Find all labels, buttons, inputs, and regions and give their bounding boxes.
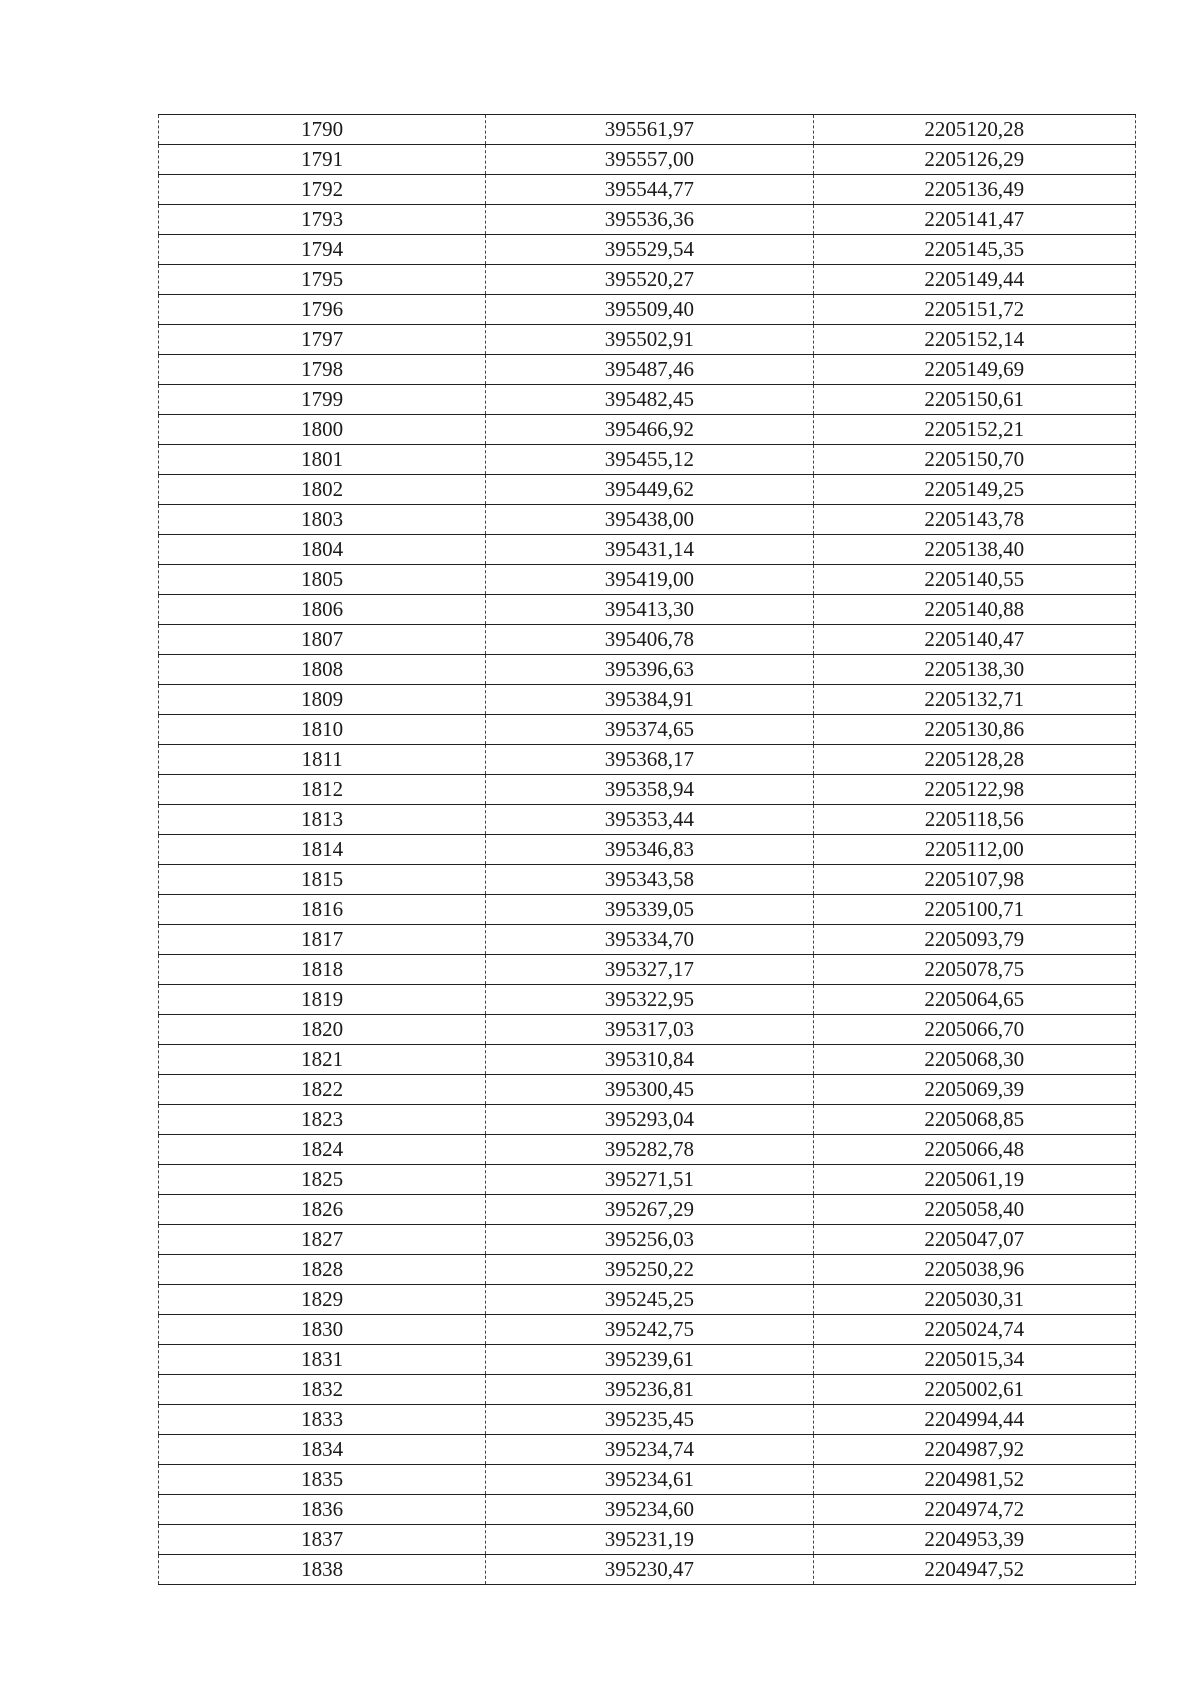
x-coordinate-cell: 395282,78 xyxy=(486,1135,813,1165)
point-number-cell: 1831 xyxy=(159,1345,486,1375)
point-number-cell: 1815 xyxy=(159,865,486,895)
y-coordinate-cell: 2205152,21 xyxy=(813,415,1135,445)
point-number-cell: 1810 xyxy=(159,715,486,745)
point-number-cell: 1838 xyxy=(159,1555,486,1585)
x-coordinate-cell: 395502,91 xyxy=(486,325,813,355)
y-coordinate-cell: 2205064,65 xyxy=(813,985,1135,1015)
point-number-cell: 1793 xyxy=(159,205,486,235)
point-number-cell: 1804 xyxy=(159,535,486,565)
table-row xyxy=(159,685,1136,715)
x-coordinate-cell: 395230,47 xyxy=(486,1555,813,1585)
x-coordinate-cell: 395466,92 xyxy=(486,415,813,445)
x-coordinate-cell: 395544,77 xyxy=(486,175,813,205)
x-coordinate-cell: 395235,45 xyxy=(486,1405,813,1435)
y-coordinate-cell: 2205138,40 xyxy=(813,535,1135,565)
x-coordinate-cell: 395339,05 xyxy=(486,895,813,925)
y-coordinate-cell: 2205120,28 xyxy=(813,115,1135,145)
x-coordinate-cell: 395520,27 xyxy=(486,265,813,295)
table-row xyxy=(159,265,1136,295)
table-row xyxy=(159,985,1136,1015)
point-number-cell: 1822 xyxy=(159,1075,486,1105)
table-row xyxy=(159,955,1136,985)
y-coordinate-cell: 2205140,88 xyxy=(813,595,1135,625)
x-coordinate-cell: 395396,63 xyxy=(486,655,813,685)
point-number-cell: 1801 xyxy=(159,445,486,475)
table-row xyxy=(159,1015,1136,1045)
point-number-cell: 1833 xyxy=(159,1405,486,1435)
table-row xyxy=(159,1465,1136,1495)
x-coordinate-cell: 395536,36 xyxy=(486,205,813,235)
x-coordinate-cell: 395487,46 xyxy=(486,355,813,385)
table-row xyxy=(159,745,1136,775)
point-number-cell: 1799 xyxy=(159,385,486,415)
table-row xyxy=(159,385,1136,415)
x-coordinate-cell: 395310,84 xyxy=(486,1045,813,1075)
point-number-cell: 1829 xyxy=(159,1285,486,1315)
y-coordinate-cell: 2205151,72 xyxy=(813,295,1135,325)
table-row xyxy=(159,1165,1136,1195)
table-row xyxy=(159,1225,1136,1255)
table-row xyxy=(159,1075,1136,1105)
y-coordinate-cell: 2205150,61 xyxy=(813,385,1135,415)
point-number-cell: 1812 xyxy=(159,775,486,805)
table-row xyxy=(159,1315,1136,1345)
x-coordinate-cell: 395346,83 xyxy=(486,835,813,865)
y-coordinate-cell: 2205149,44 xyxy=(813,265,1135,295)
point-number-cell: 1816 xyxy=(159,895,486,925)
point-number-cell: 1814 xyxy=(159,835,486,865)
point-number-cell: 1792 xyxy=(159,175,486,205)
x-coordinate-cell: 395234,60 xyxy=(486,1495,813,1525)
point-number-cell: 1820 xyxy=(159,1015,486,1045)
point-number-cell: 1790 xyxy=(159,115,486,145)
table-row xyxy=(159,295,1136,325)
y-coordinate-cell: 2204953,39 xyxy=(813,1525,1135,1555)
y-coordinate-cell: 2205068,85 xyxy=(813,1105,1135,1135)
x-coordinate-cell: 395271,51 xyxy=(486,1165,813,1195)
point-number-cell: 1823 xyxy=(159,1105,486,1135)
y-coordinate-cell: 2205138,30 xyxy=(813,655,1135,685)
y-coordinate-cell: 2205024,74 xyxy=(813,1315,1135,1345)
table-row xyxy=(159,1105,1136,1135)
point-number-cell: 1806 xyxy=(159,595,486,625)
table-row xyxy=(159,655,1136,685)
table-row xyxy=(159,895,1136,925)
point-number-cell: 1794 xyxy=(159,235,486,265)
y-coordinate-cell: 2205122,98 xyxy=(813,775,1135,805)
y-coordinate-cell: 2205112,00 xyxy=(813,835,1135,865)
x-coordinate-cell: 395438,00 xyxy=(486,505,813,535)
y-coordinate-cell: 2205058,40 xyxy=(813,1195,1135,1225)
table-row xyxy=(159,1195,1136,1225)
point-number-cell: 1807 xyxy=(159,625,486,655)
point-number-cell: 1834 xyxy=(159,1435,486,1465)
x-coordinate-cell: 395231,19 xyxy=(486,1525,813,1555)
y-coordinate-cell: 2205140,55 xyxy=(813,565,1135,595)
table-row xyxy=(159,445,1136,475)
y-coordinate-cell: 2205149,25 xyxy=(813,475,1135,505)
point-number-cell: 1803 xyxy=(159,505,486,535)
point-number-cell: 1821 xyxy=(159,1045,486,1075)
table-row xyxy=(159,715,1136,745)
y-coordinate-cell: 2205118,56 xyxy=(813,805,1135,835)
x-coordinate-cell: 395509,40 xyxy=(486,295,813,325)
y-coordinate-cell: 2204981,52 xyxy=(813,1465,1135,1495)
table-row xyxy=(159,625,1136,655)
table-row xyxy=(159,1285,1136,1315)
y-coordinate-cell: 2204994,44 xyxy=(813,1405,1135,1435)
y-coordinate-cell: 2205038,96 xyxy=(813,1255,1135,1285)
y-coordinate-cell: 2205030,31 xyxy=(813,1285,1135,1315)
table-row xyxy=(159,775,1136,805)
y-coordinate-cell: 2205145,35 xyxy=(813,235,1135,265)
table-row xyxy=(159,1405,1136,1435)
table-row xyxy=(159,535,1136,565)
y-coordinate-cell: 2205068,30 xyxy=(813,1045,1135,1075)
y-coordinate-cell: 2205140,47 xyxy=(813,625,1135,655)
table-row xyxy=(159,595,1136,625)
table-row xyxy=(159,1435,1136,1465)
point-number-cell: 1835 xyxy=(159,1465,486,1495)
point-number-cell: 1825 xyxy=(159,1165,486,1195)
point-number-cell: 1830 xyxy=(159,1315,486,1345)
table-row xyxy=(159,1375,1136,1405)
y-coordinate-cell: 2205078,75 xyxy=(813,955,1135,985)
table-row xyxy=(159,865,1136,895)
x-coordinate-cell: 395242,75 xyxy=(486,1315,813,1345)
point-number-cell: 1827 xyxy=(159,1225,486,1255)
y-coordinate-cell: 2204947,52 xyxy=(813,1555,1135,1585)
point-number-cell: 1811 xyxy=(159,745,486,775)
x-coordinate-cell: 395245,25 xyxy=(486,1285,813,1315)
point-number-cell: 1797 xyxy=(159,325,486,355)
x-coordinate-cell: 395529,54 xyxy=(486,235,813,265)
y-coordinate-cell: 2205107,98 xyxy=(813,865,1135,895)
coordinates-table xyxy=(158,114,1136,1585)
table-row xyxy=(159,1045,1136,1075)
x-coordinate-cell: 395234,74 xyxy=(486,1435,813,1465)
x-coordinate-cell: 395256,03 xyxy=(486,1225,813,1255)
y-coordinate-cell: 2205015,34 xyxy=(813,1345,1135,1375)
y-coordinate-cell: 2205002,61 xyxy=(813,1375,1135,1405)
y-coordinate-cell: 2205128,28 xyxy=(813,745,1135,775)
table-row xyxy=(159,835,1136,865)
x-coordinate-cell: 395300,45 xyxy=(486,1075,813,1105)
y-coordinate-cell: 2205126,29 xyxy=(813,145,1135,175)
y-coordinate-cell: 2205149,69 xyxy=(813,355,1135,385)
table-row xyxy=(159,1135,1136,1165)
table-row xyxy=(159,475,1136,505)
table-row xyxy=(159,1345,1136,1375)
table-row xyxy=(159,325,1136,355)
x-coordinate-cell: 395368,17 xyxy=(486,745,813,775)
point-number-cell: 1828 xyxy=(159,1255,486,1285)
point-number-cell: 1813 xyxy=(159,805,486,835)
table-row xyxy=(159,145,1136,175)
x-coordinate-cell: 395322,95 xyxy=(486,985,813,1015)
x-coordinate-cell: 395561,97 xyxy=(486,115,813,145)
x-coordinate-cell: 395327,17 xyxy=(486,955,813,985)
table-row xyxy=(159,1525,1136,1555)
point-number-cell: 1805 xyxy=(159,565,486,595)
point-number-cell: 1796 xyxy=(159,295,486,325)
table-row xyxy=(159,1555,1136,1585)
point-number-cell: 1795 xyxy=(159,265,486,295)
table-row xyxy=(159,565,1136,595)
y-coordinate-cell: 2205047,07 xyxy=(813,1225,1135,1255)
y-coordinate-cell: 2205150,70 xyxy=(813,445,1135,475)
x-coordinate-cell: 395293,04 xyxy=(486,1105,813,1135)
y-coordinate-cell: 2205141,47 xyxy=(813,205,1135,235)
point-number-cell: 1819 xyxy=(159,985,486,1015)
x-coordinate-cell: 395343,58 xyxy=(486,865,813,895)
point-number-cell: 1836 xyxy=(159,1495,486,1525)
point-number-cell: 1826 xyxy=(159,1195,486,1225)
table-row xyxy=(159,205,1136,235)
y-coordinate-cell: 2204987,92 xyxy=(813,1435,1135,1465)
x-coordinate-cell: 395317,03 xyxy=(486,1015,813,1045)
y-coordinate-cell: 2205093,79 xyxy=(813,925,1135,955)
y-coordinate-cell: 2205066,70 xyxy=(813,1015,1135,1045)
table-row xyxy=(159,505,1136,535)
table-row xyxy=(159,1495,1136,1525)
x-coordinate-cell: 395267,29 xyxy=(486,1195,813,1225)
y-coordinate-cell: 2205152,14 xyxy=(813,325,1135,355)
point-number-cell: 1798 xyxy=(159,355,486,385)
y-coordinate-cell: 2205143,78 xyxy=(813,505,1135,535)
point-number-cell: 1802 xyxy=(159,475,486,505)
table-row xyxy=(159,115,1136,145)
x-coordinate-cell: 395353,44 xyxy=(486,805,813,835)
coordinates-table-body xyxy=(159,115,1136,1585)
x-coordinate-cell: 395374,65 xyxy=(486,715,813,745)
point-number-cell: 1791 xyxy=(159,145,486,175)
x-coordinate-cell: 395234,61 xyxy=(486,1465,813,1495)
x-coordinate-cell: 395358,94 xyxy=(486,775,813,805)
x-coordinate-cell: 395431,14 xyxy=(486,535,813,565)
point-number-cell: 1837 xyxy=(159,1525,486,1555)
point-number-cell: 1832 xyxy=(159,1375,486,1405)
x-coordinate-cell: 395334,70 xyxy=(486,925,813,955)
x-coordinate-cell: 395455,12 xyxy=(486,445,813,475)
table-row xyxy=(159,415,1136,445)
point-number-cell: 1800 xyxy=(159,415,486,445)
table-row xyxy=(159,1255,1136,1285)
table-row xyxy=(159,925,1136,955)
x-coordinate-cell: 395406,78 xyxy=(486,625,813,655)
y-coordinate-cell: 2205136,49 xyxy=(813,175,1135,205)
x-coordinate-cell: 395239,61 xyxy=(486,1345,813,1375)
y-coordinate-cell: 2205132,71 xyxy=(813,685,1135,715)
point-number-cell: 1824 xyxy=(159,1135,486,1165)
x-coordinate-cell: 395482,45 xyxy=(486,385,813,415)
x-coordinate-cell: 395419,00 xyxy=(486,565,813,595)
y-coordinate-cell: 2204974,72 xyxy=(813,1495,1135,1525)
table-row xyxy=(159,355,1136,385)
x-coordinate-cell: 395449,62 xyxy=(486,475,813,505)
x-coordinate-cell: 395236,81 xyxy=(486,1375,813,1405)
table-row xyxy=(159,175,1136,205)
y-coordinate-cell: 2205130,86 xyxy=(813,715,1135,745)
table-row xyxy=(159,805,1136,835)
x-coordinate-cell: 395557,00 xyxy=(486,145,813,175)
x-coordinate-cell: 395413,30 xyxy=(486,595,813,625)
x-coordinate-cell: 395384,91 xyxy=(486,685,813,715)
y-coordinate-cell: 2205066,48 xyxy=(813,1135,1135,1165)
y-coordinate-cell: 2205061,19 xyxy=(813,1165,1135,1195)
point-number-cell: 1817 xyxy=(159,925,486,955)
point-number-cell: 1808 xyxy=(159,655,486,685)
point-number-cell: 1809 xyxy=(159,685,486,715)
table-row xyxy=(159,235,1136,265)
x-coordinate-cell: 395250,22 xyxy=(486,1255,813,1285)
y-coordinate-cell: 2205069,39 xyxy=(813,1075,1135,1105)
y-coordinate-cell: 2205100,71 xyxy=(813,895,1135,925)
point-number-cell: 1818 xyxy=(159,955,486,985)
